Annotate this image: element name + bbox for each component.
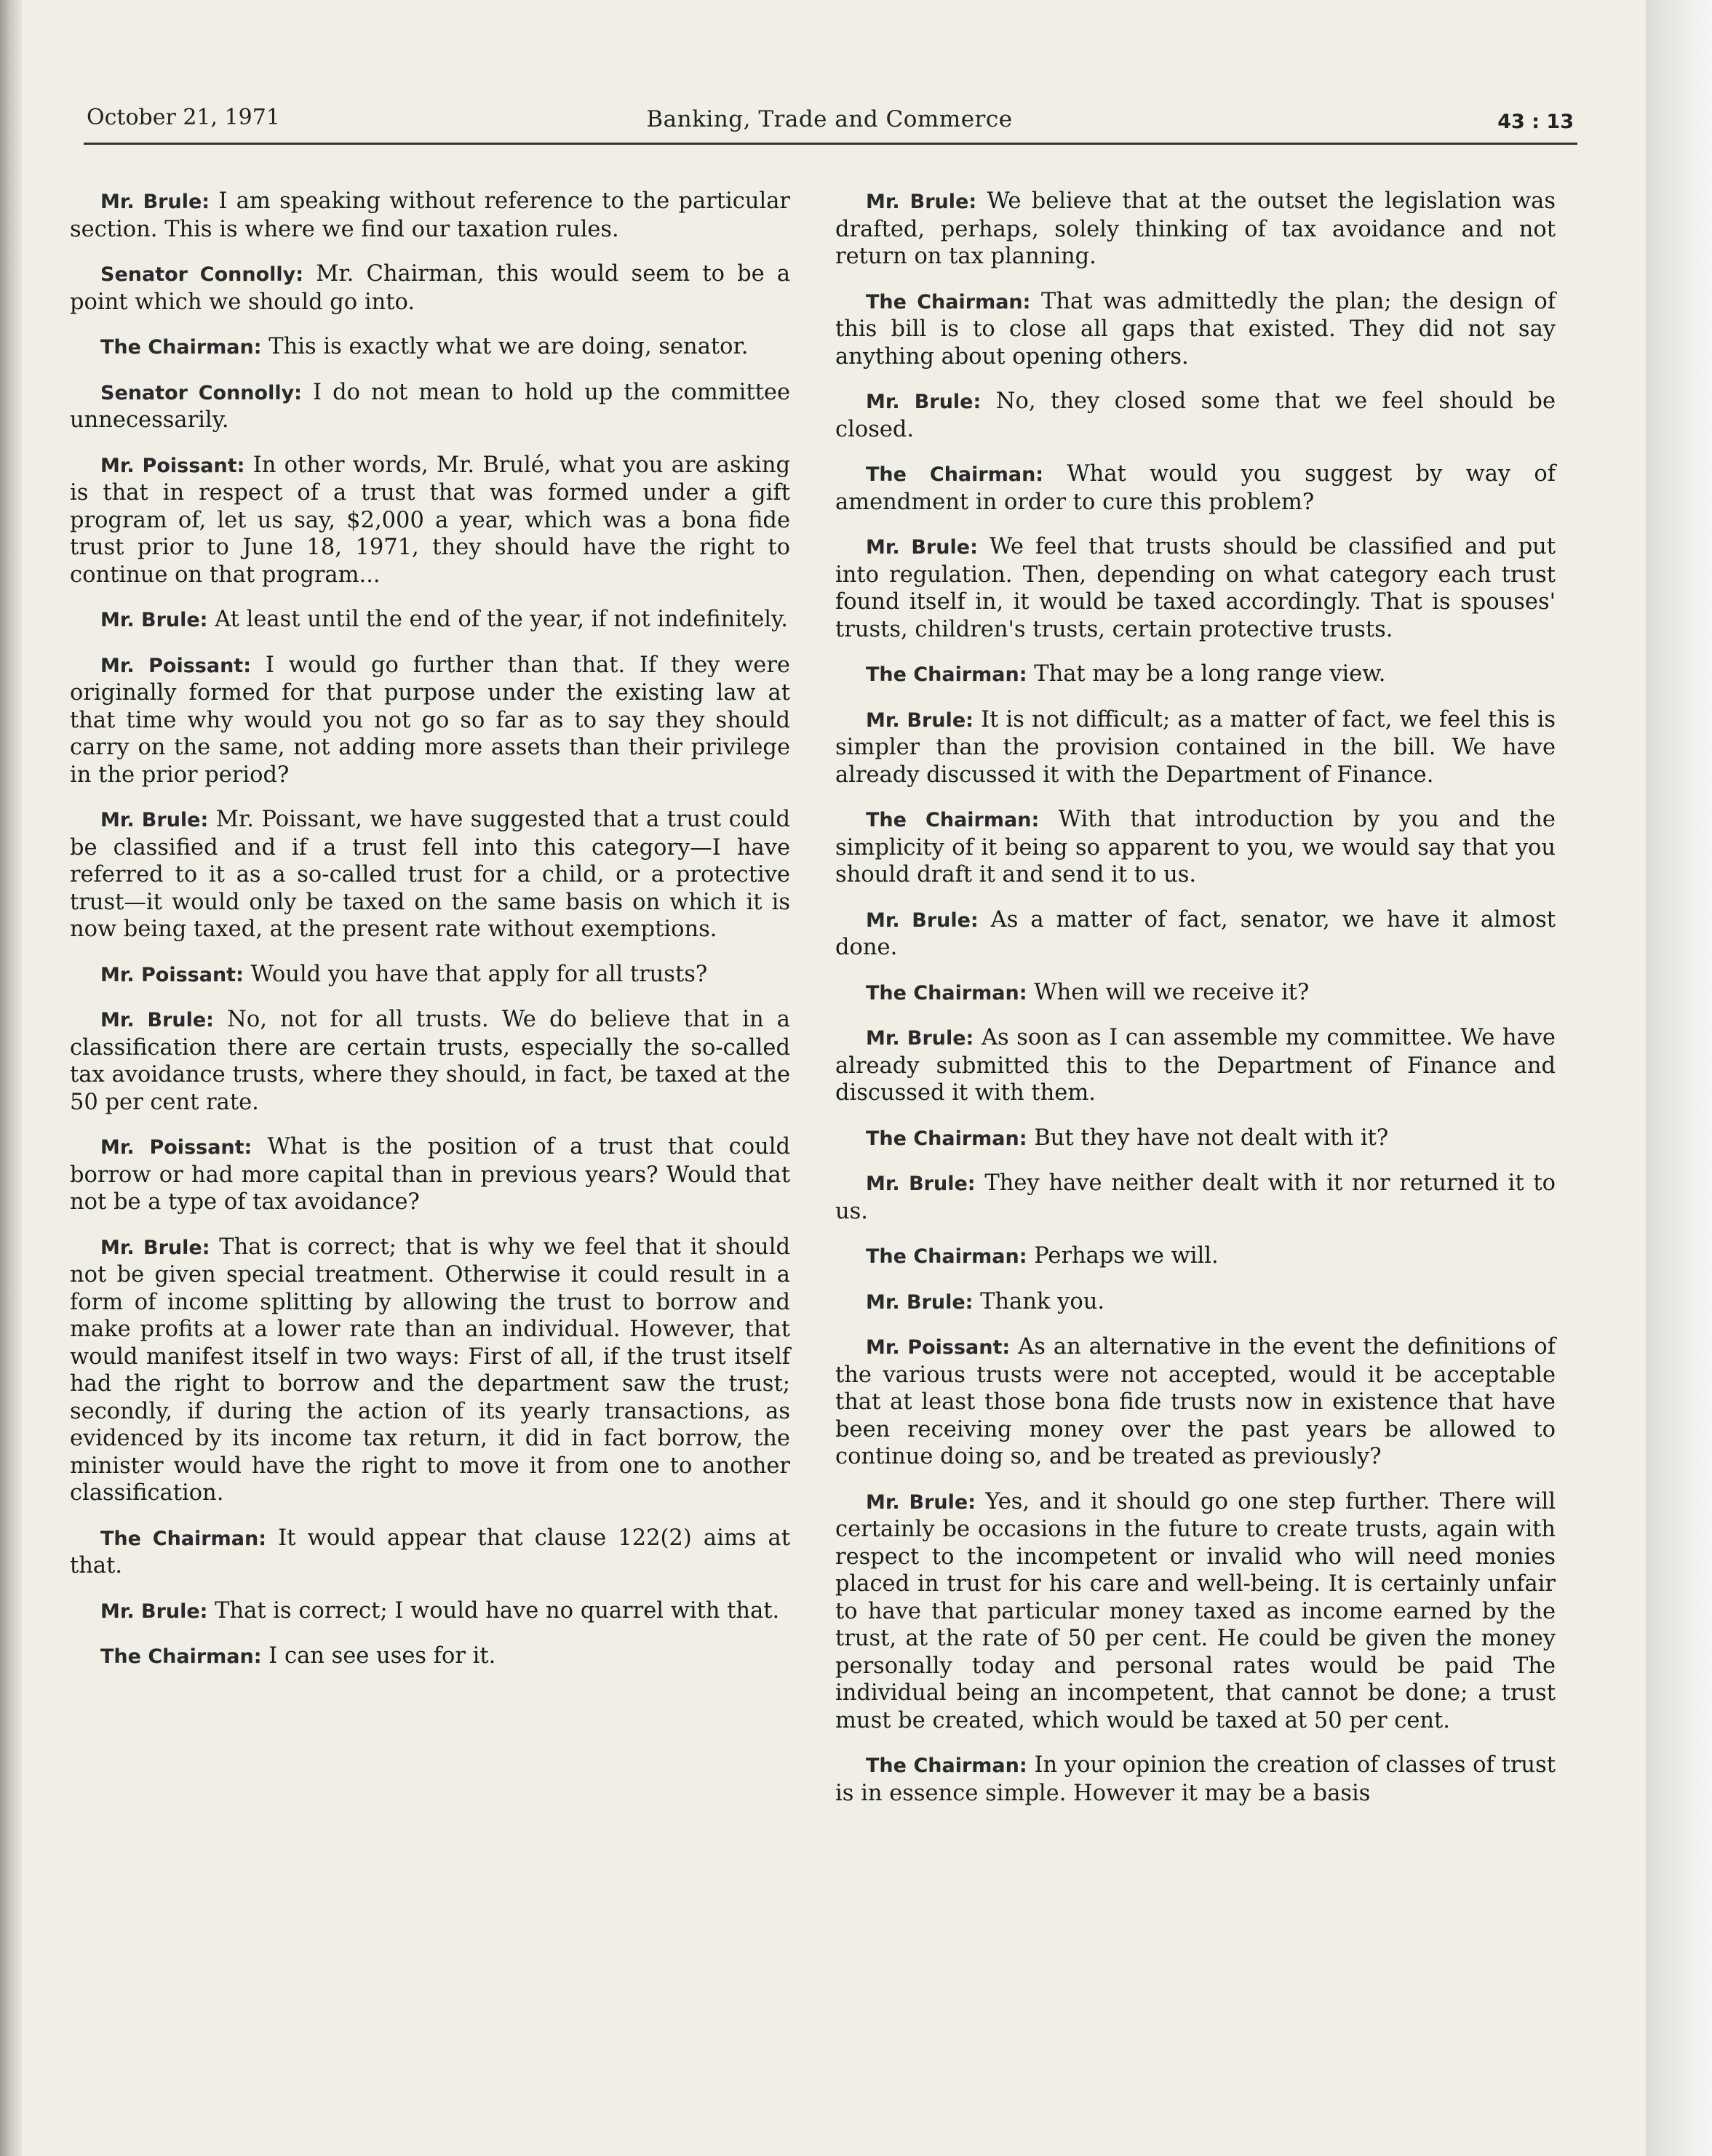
transcript-paragraph: [835, 460, 1556, 516]
right-column: [835, 188, 1556, 1824]
speaker-name: Senator Connolly:: [100, 263, 304, 286]
speech-text: No, not for all trusts. We do believe that in a classification there are certain trusts, especially the so-called tax avoidance trusts, where they should, in fact, be taxed at the 50 per cent rate.: [70, 1007, 790, 1115]
speech-text: That is correct; that is why we feel that it should not be given special treatment. Otherwise it could result in a form of income splitting by allowing the trust to borrow and make profits at a lower rate than an individual. However, that would manifest itself in two ways: First of all, if the trust itself had the right to borrow and the department saw the trust; secondly, if during the action of its yearly transactions, as evidenced by its income tax return, it did in fact borrow, the minister would have the right to move it from one to another classification.: [70, 1234, 790, 1506]
transcript-paragraph: [835, 1125, 1556, 1153]
transcript-paragraph: [835, 979, 1556, 1007]
page-edge-shade: [1646, 0, 1712, 2156]
speech-text: This is exactly what we are doing, senator.: [261, 334, 749, 359]
header-rule: [84, 143, 1577, 145]
transcript-paragraph: [835, 1288, 1556, 1317]
speaker-name: Mr. Poissant:: [100, 1136, 252, 1159]
speech-text: Mr. Chairman, this would seem to be a point which we should go into.: [70, 261, 790, 315]
transcript-paragraph: [70, 260, 790, 316]
speaker-name: Mr. Brule:: [100, 609, 208, 631]
speech-text: As a matter of fact, senator, we have it almost done.: [835, 906, 1556, 960]
speech-text: Yes, and it should go one step further. There will certainly be occasions in the future to create trusts, again with respect to the incompetent or invalid who will need monies placed in trust for his care and well-being. It is certainly unfair to have that particular money taxed as income earned by the trust, at the rate of 50 per cent. He could be given the money personally today and personal rates would be paid The individual being an incompetent, that cannot be done; a trust must be created, which would be taxed at 50 per cent.: [835, 1488, 1556, 1733]
transcript-paragraph: [70, 652, 790, 789]
speaker-name: The Chairman:: [100, 1527, 266, 1550]
transcript-paragraph: [835, 1024, 1556, 1107]
speaker-name: Mr. Brule:: [866, 391, 982, 413]
speaker-name: Mr. Brule:: [866, 536, 978, 559]
speech-text: In other words, Mr. Brulé, what you are asking is that in respect of a trust that was formed under a gift program of, let us say, $2,000 a year, which was a bona fide trust prior to June 18, 1971, they should have the right to continue on that program...: [70, 452, 791, 588]
speech-text: I can see uses for it.: [261, 1643, 496, 1669]
speech-text: I am speaking without reference to the particular section. This is where we find our taxation rules.: [70, 188, 790, 242]
transcript-paragraph: [835, 1170, 1556, 1225]
speech-text: I do not mean to hold up the committee unnecessarily.: [70, 379, 790, 433]
speech-text: Mr. Poissant, we have suggested that a trust could be classified and if a trust fell into this category—I have referred to it as a so-called trust for a child, or a protective trust—it would only be taxed on the same basis on which it is now being taxed, at the present rate without exemptions.: [70, 807, 790, 942]
speech-text: We believe that at the outset the legislation was drafted, perhaps, solely thinking of tax avoidance and not return on tax planning.: [835, 188, 1556, 269]
speaker-name: Mr. Brule:: [866, 1027, 974, 1050]
transcript-paragraph: [835, 906, 1556, 962]
speaker-name: Mr. Brule:: [866, 708, 974, 732]
transcript-paragraph: [70, 1597, 790, 1626]
speaker-name: Mr. Brule:: [866, 909, 979, 932]
speech-text: That is correct; I would have no quarrel with that.: [207, 1597, 780, 1624]
speech-text: It would appear that clause 122(2) aims at that.: [70, 1525, 790, 1578]
transcript-paragraph: [70, 1642, 790, 1671]
speaker-name: Mr. Brule:: [100, 1600, 208, 1623]
speaker-name: The Chairman:: [866, 1127, 1027, 1150]
transcript-paragraph: [835, 188, 1556, 271]
transcript-paragraph: [835, 1488, 1556, 1735]
speaker-name: Mr. Brule:: [866, 191, 977, 213]
transcript-paragraph: [70, 1525, 790, 1580]
speaker-name: The Chairman:: [866, 663, 1027, 686]
transcript-paragraph: [70, 961, 790, 989]
speech-text: Thank you.: [973, 1288, 1105, 1314]
transcript-paragraph: [70, 1133, 790, 1216]
speech-text: No, they closed some that we feel should be closed.: [835, 388, 1556, 442]
speaker-name: Mr. Brule:: [866, 1173, 976, 1195]
speaker-name: Mr. Brule:: [866, 1490, 976, 1514]
transcript-paragraph: [70, 606, 790, 634]
speaker-name: Senator Connolly:: [100, 381, 302, 404]
header-page-number: 43 : 13: [1497, 111, 1574, 133]
speaker-name: The Chairman:: [866, 981, 1027, 1005]
transcript-paragraph: [70, 333, 790, 362]
transcript-paragraph: [70, 1234, 790, 1507]
speech-text: With that introduction by you and the simplicity of it being so apparent to you, we would say that you should draft it and send it to us.: [835, 807, 1556, 887]
transcript-paragraph: [70, 806, 790, 943]
header-title: Banking, Trade and Commerce: [646, 106, 1013, 132]
transcript-paragraph: [835, 660, 1556, 689]
transcript-paragraph: [70, 452, 790, 589]
speaker-name: Mr. Brule:: [866, 1290, 974, 1314]
speech-text: When will we receive it?: [1027, 979, 1310, 1005]
speech-text: It is not difficult; as a matter of fact, we feel this is simpler than the provision contained in the bill. We have already discussed it with the Department of Finance.: [835, 706, 1556, 788]
speaker-name: The Chairman:: [866, 809, 1040, 831]
speaker-name: Mr. Poissant:: [100, 454, 245, 477]
transcript-paragraph: [835, 288, 1556, 371]
speaker-name: The Chairman:: [866, 1754, 1027, 1777]
speech-text: What would you suggest by way of amendment in order to cure this problem?: [835, 461, 1556, 515]
speech-text: That was admittedly the plan; the design of this bill is to close all gaps that existed. They did not say anything about opening others.: [835, 288, 1556, 370]
transcript-paragraph: [835, 388, 1556, 443]
transcript-paragraph: [70, 188, 790, 243]
speaker-name: Mr. Poissant:: [100, 963, 244, 986]
speech-text: As an alternative in the event the definitions of the various trusts were not accepted, would it be acceptable that at least those bona fide trusts now in existence that have been receiving money over the past years be allowed to continue doing so, and be treated as previously?: [835, 1334, 1556, 1469]
transcript-paragraph: [835, 1752, 1556, 1807]
speech-text: We feel that trusts should be classified and put into regulation. Then, depending on what category each trust found itself in, it would be taxed accordingly. That is spouses' trusts, children's trusts, certain protective trusts.: [835, 534, 1556, 642]
left-column: [70, 188, 790, 1688]
transcript-paragraph: [835, 1333, 1556, 1471]
speech-text: That may be a long range view.: [1027, 661, 1386, 687]
transcript-paragraph: [70, 1006, 790, 1116]
header-date: October 21, 1971: [87, 105, 280, 130]
running-header: [84, 102, 1575, 143]
speaker-name: The Chairman:: [100, 336, 262, 359]
speech-text: Would you have that apply for all trusts?: [243, 961, 708, 987]
speech-text: They have neither dealt with it nor returned it to us.: [835, 1170, 1556, 1224]
transcript-paragraph: [835, 806, 1556, 889]
speech-text: I would go further than that. If they were originally formed for that purpose under the existing law at that time why would you not go so far as to say they should carry on the same, not adding more assets than their privilege in the prior period?: [70, 652, 790, 788]
speech-text: At least until the end of the year, if not indefinitely.: [207, 607, 788, 632]
speech-text: Perhaps we will.: [1027, 1243, 1219, 1269]
speech-text: What is the position of a trust that could borrow or had more capital than in previous years? Would that not be a type of tax avoidance?: [70, 1134, 790, 1215]
page-binding-shadow: [0, 0, 22, 2156]
speaker-name: The Chairman:: [100, 1645, 262, 1668]
transcript-paragraph: [70, 379, 790, 434]
speaker-name: The Chairman:: [866, 1245, 1027, 1268]
speaker-name: The Chairman:: [866, 290, 1031, 314]
speaker-name: Mr. Brule:: [100, 1009, 214, 1031]
transcript-paragraph: [835, 706, 1556, 789]
speaker-name: Mr. Brule:: [100, 191, 210, 213]
speaker-name: Mr. Poissant:: [866, 1336, 1011, 1359]
speaker-name: The Chairman:: [866, 463, 1044, 486]
transcript-paragraph: [835, 1242, 1556, 1271]
speaker-name: Mr. Brule:: [100, 809, 209, 831]
speech-text: In your opinion the creation of classes of trust is in essence simple. However it may be a basis: [835, 1752, 1556, 1806]
speaker-name: Mr. Brule:: [100, 1236, 210, 1259]
speech-text: As soon as I can assemble my committee. We have already submitted this to the Department of Finance and discussed it with them.: [835, 1025, 1556, 1106]
speaker-name: Mr. Poissant:: [100, 654, 252, 677]
speech-text: But they have not dealt with it?: [1027, 1125, 1389, 1151]
transcript-paragraph: [835, 533, 1556, 643]
